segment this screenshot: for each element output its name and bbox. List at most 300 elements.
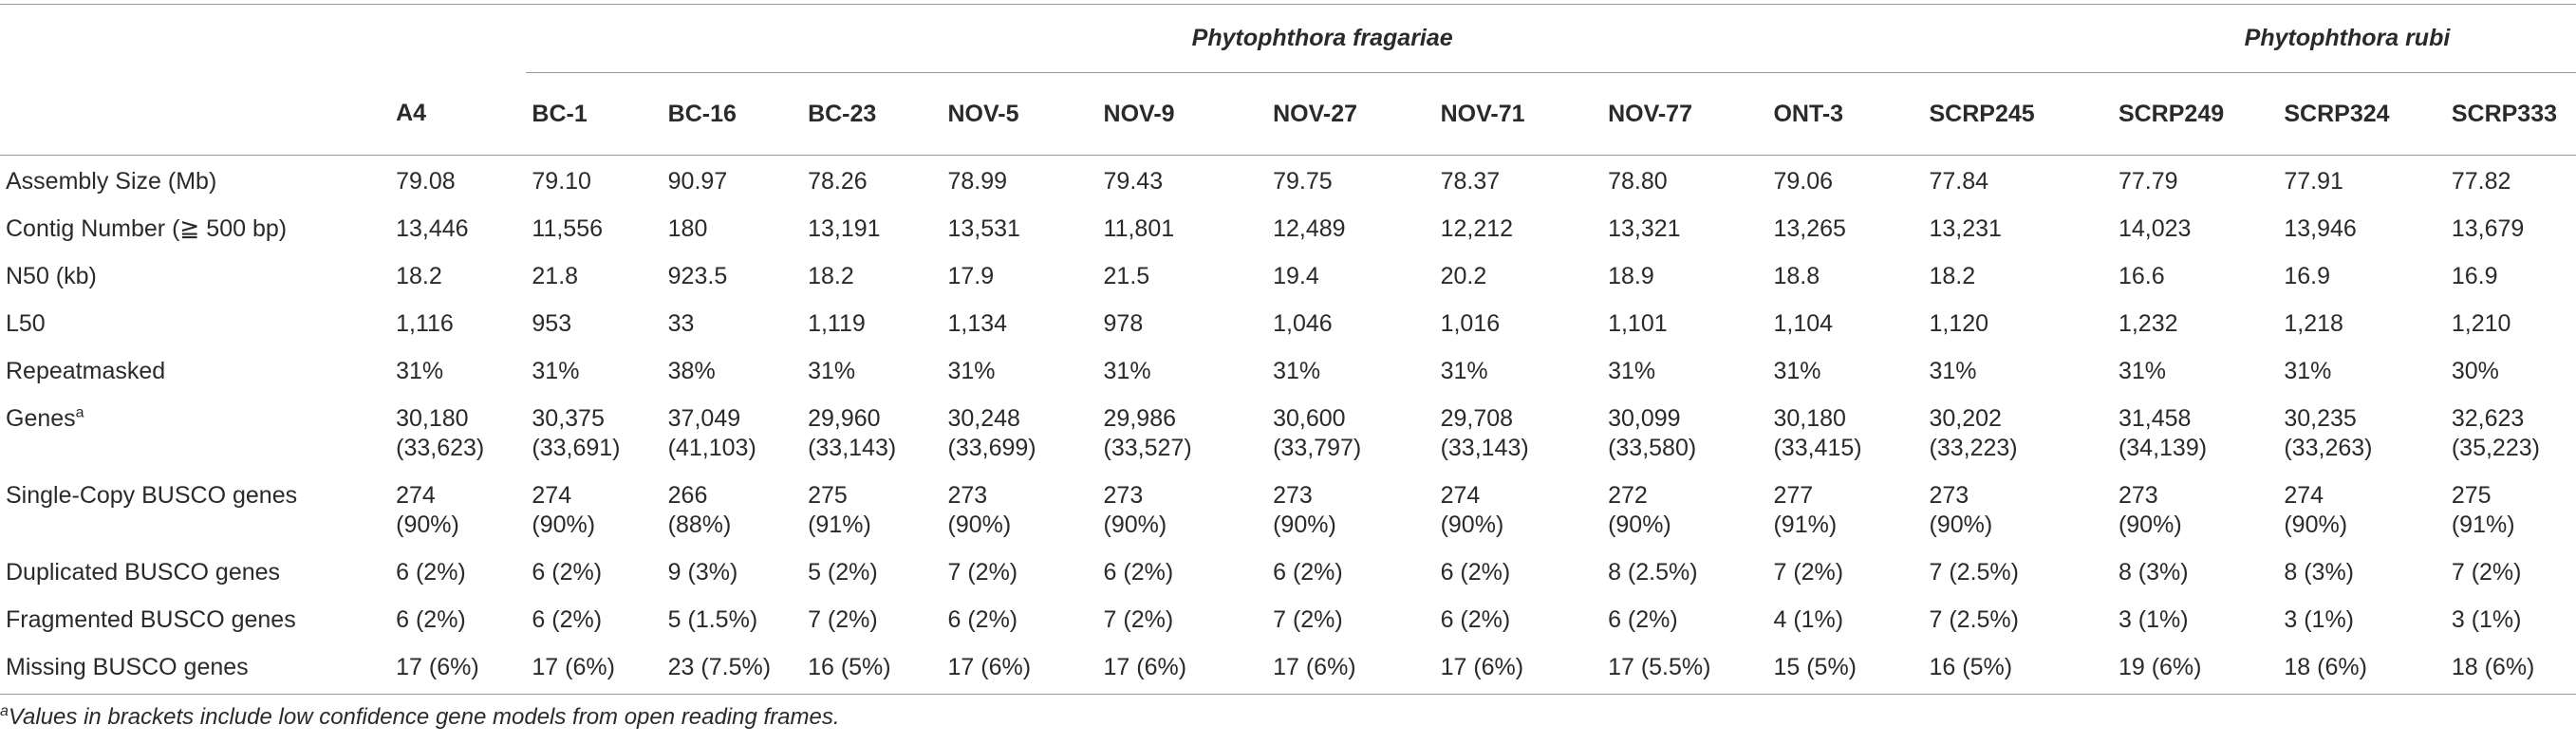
table-cell [526, 548, 662, 595]
cell-value: 6 (2%) [396, 559, 466, 586]
cell-value: 77.79 [2118, 168, 2178, 195]
column-header: NOV-71 [1435, 73, 1602, 156]
table-row [0, 346, 2576, 394]
column-header: BC-16 [663, 73, 802, 156]
cell-value: 18 (6%) [2451, 654, 2535, 680]
table-cell [1767, 471, 1923, 548]
table-cell [1924, 346, 2113, 394]
cell-value: 79.08 [396, 168, 456, 195]
row-label-text: Fragmented BUSCO genes [6, 606, 296, 633]
cell-secondary-value: (90%) [1608, 512, 1671, 538]
cell-value: 16.9 [2451, 263, 2498, 289]
cell-value: 9 (3%) [667, 559, 738, 586]
species-header-rubi: Phytophthora rubi [2113, 4, 2576, 73]
column-header: SCRP333 [2446, 73, 2576, 156]
cell-secondary-value: (90%) [1273, 512, 1336, 538]
cell-secondary-value: (90%) [532, 512, 596, 538]
cell-value: 1,116 [396, 310, 454, 337]
cell-value: 1,101 [1608, 310, 1668, 337]
cell-value: 7 (2%) [1273, 606, 1343, 633]
cell-value: 79.75 [1273, 168, 1333, 195]
table-cell [1098, 471, 1268, 548]
table-cell [1767, 299, 1923, 346]
row-label-text: Missing BUSCO genes [6, 654, 249, 680]
cell-value: 17 (5.5%) [1608, 654, 1711, 680]
cell-value: 6 (2%) [1103, 559, 1174, 586]
cell-secondary-value: (90%) [2284, 512, 2348, 538]
table-cell [2446, 346, 2576, 394]
table-cell [663, 394, 802, 471]
table-body [0, 156, 2576, 695]
table-cell [943, 299, 1098, 346]
footnote-text: Values in brackets include low confidence gene models from open reading frames. [8, 704, 840, 730]
column-header: SCRP324 [2278, 73, 2445, 156]
cell-value: 8 (2.5%) [1608, 559, 1698, 586]
cell-value: 6 (2%) [532, 559, 603, 586]
table-cell [663, 156, 802, 205]
cell-secondary-value: (90%) [1929, 512, 1993, 538]
table-cell [2113, 204, 2278, 251]
table-cell [1602, 204, 1767, 251]
table-cell [943, 204, 1098, 251]
table-cell [2446, 642, 2576, 695]
row-label [0, 204, 390, 251]
cell-value: 30,235 [2284, 405, 2357, 432]
cell-value: 31,458 [2118, 405, 2192, 432]
table-cell [526, 346, 662, 394]
cell-value: 7 (2%) [2451, 559, 2522, 586]
cell-value: 3 (1%) [2118, 606, 2189, 633]
cell-value: 6 (2%) [532, 606, 603, 633]
table-cell [2446, 299, 2576, 346]
cell-value: 277 [1773, 482, 1814, 509]
cell-value: 180 [667, 215, 708, 242]
table-cell [1098, 299, 1268, 346]
row-label [0, 346, 390, 394]
row-label [0, 595, 390, 642]
cell-value: 13,321 [1608, 215, 1681, 242]
row-label-text: Contig Number (≧ 500 bp) [6, 215, 288, 242]
cell-value: 1,119 [808, 310, 866, 337]
row-label [0, 394, 390, 471]
cell-value: 978 [1103, 310, 1144, 337]
table-cell [1767, 204, 1923, 251]
table-cell [526, 595, 662, 642]
table-cell [1767, 595, 1923, 642]
table-cell [526, 299, 662, 346]
table-cell [663, 299, 802, 346]
table-cell [2113, 471, 2278, 548]
cell-value: 90.97 [667, 168, 728, 195]
row-label [0, 251, 390, 299]
cell-value: 77.91 [2284, 168, 2343, 195]
table-cell [2113, 595, 2278, 642]
table-cell [526, 204, 662, 251]
cell-value: 8 (3%) [2284, 559, 2354, 586]
cell-secondary-value: (33,143) [1440, 435, 1529, 461]
cell-value: 79.43 [1103, 168, 1164, 195]
table-cell [1267, 346, 1434, 394]
cell-value: 272 [1608, 482, 1648, 509]
cell-value: 273 [1103, 482, 1144, 509]
table-cell [1435, 156, 1602, 205]
table-cell [390, 251, 526, 299]
cell-value: 13,191 [808, 215, 881, 242]
table-cell [2278, 642, 2445, 695]
cell-value: 30,202 [1929, 405, 2002, 432]
cell-value: 30,099 [1608, 405, 1681, 432]
cell-value: 1,120 [1929, 310, 1989, 337]
cell-value: 5 (1.5%) [667, 606, 758, 633]
column-header: A4 [390, 73, 526, 156]
species-header-fragariae: Phytophthora fragariae [526, 4, 2113, 73]
table-cell [1924, 548, 2113, 595]
table-cell [2446, 156, 2576, 205]
row-label [0, 642, 390, 695]
table-cell [2113, 156, 2278, 205]
cell-value: 23 (7.5%) [667, 654, 772, 680]
cell-value: 13,679 [2451, 215, 2525, 242]
table-cell [2278, 156, 2445, 205]
table-cell [1098, 548, 1268, 595]
table-cell [1767, 156, 1923, 205]
cell-value: 273 [1273, 482, 1313, 509]
cell-value: 6 (2%) [1440, 606, 1511, 633]
table-cell [802, 251, 942, 299]
cell-secondary-value: (33,691) [532, 435, 621, 461]
cell-value: 30,600 [1273, 405, 1346, 432]
cell-value: 21.8 [532, 263, 579, 289]
cell-value: 273 [2118, 482, 2158, 509]
table-cell [1924, 251, 2113, 299]
table-cell [1435, 346, 1602, 394]
row-label-text: N50 (kb) [6, 263, 97, 289]
cell-value: 8 (3%) [2118, 559, 2189, 586]
table-cell [1098, 204, 1268, 251]
cell-value: 77.84 [1929, 168, 1989, 195]
row-label-text: Assembly Size (Mb) [6, 168, 217, 195]
column-header: NOV-5 [943, 73, 1098, 156]
empty-header-cell [390, 4, 526, 73]
cell-secondary-value: (91%) [808, 512, 871, 538]
table-cell [663, 595, 802, 642]
footnote-marker: a [0, 703, 9, 719]
table-cell [2278, 595, 2445, 642]
cell-value: 7 (2%) [1773, 559, 1844, 586]
cell-value: 30,180 [396, 405, 469, 432]
cell-value: 79.10 [532, 168, 591, 195]
table-cell [2278, 299, 2445, 346]
table-cell [1924, 204, 2113, 251]
cell-secondary-value: (33,527) [1103, 435, 1192, 461]
cell-value: 13,946 [2284, 215, 2357, 242]
table-cell [390, 346, 526, 394]
cell-value: 1,218 [2284, 310, 2343, 337]
cell-value: 7 (2%) [808, 606, 878, 633]
column-header: NOV-9 [1098, 73, 1268, 156]
table-cell [1924, 156, 2113, 205]
cell-secondary-value: (33,415) [1773, 435, 1862, 461]
table-cell [1767, 394, 1923, 471]
table-cell [2446, 204, 2576, 251]
species-header-row [0, 4, 2576, 73]
cell-value: 1,104 [1773, 310, 1834, 337]
table-cell [943, 394, 1098, 471]
table-cell [390, 156, 526, 205]
table-cell [943, 156, 1098, 205]
table-cell [802, 346, 942, 394]
table-cell [943, 251, 1098, 299]
cell-value: 31% [1103, 358, 1151, 384]
cell-value: 31% [808, 358, 856, 384]
table-cell [1435, 299, 1602, 346]
table-cell [1602, 471, 1767, 548]
cell-value: 274 [2284, 482, 2324, 509]
cell-value: 17 (6%) [396, 654, 479, 680]
cell-value: 16.6 [2118, 263, 2165, 289]
footnote [0, 704, 840, 731]
cell-secondary-value: (88%) [667, 512, 732, 538]
column-header-row [0, 73, 2576, 156]
cell-value: 273 [1929, 482, 1969, 509]
table-cell [1267, 471, 1434, 548]
table-row [0, 394, 2576, 471]
cell-value: 30,248 [947, 405, 1020, 432]
table-cell [1098, 346, 1268, 394]
cell-value: 274 [396, 482, 436, 509]
table-row [0, 642, 2576, 695]
cell-value: 953 [532, 310, 572, 337]
table-cell [802, 548, 942, 595]
table-cell [663, 471, 802, 548]
cell-value: 17 (6%) [947, 654, 1032, 680]
row-label [0, 299, 390, 346]
table-cell [2113, 251, 2278, 299]
row-label-text: Duplicated BUSCO genes [6, 559, 281, 586]
table-cell [526, 394, 662, 471]
cell-secondary-value: (91%) [2451, 512, 2515, 538]
table-cell [2278, 251, 2445, 299]
cell-value: 31% [947, 358, 996, 384]
cell-secondary-value: (33,699) [947, 435, 1036, 461]
table-cell [1602, 156, 1767, 205]
cell-value: 6 (2%) [1273, 559, 1343, 586]
row-label-footnote-marker: a [75, 404, 84, 421]
cell-secondary-value: (33,623) [396, 435, 485, 461]
table-cell [1602, 642, 1767, 695]
table-cell [526, 471, 662, 548]
cell-value: 266 [667, 482, 708, 509]
cell-value: 17 (6%) [1103, 654, 1187, 680]
table-cell [802, 204, 942, 251]
cell-value: 17.9 [947, 263, 995, 289]
cell-value: 18.9 [1608, 263, 1654, 289]
table-cell [802, 394, 942, 471]
table-cell [526, 251, 662, 299]
table-cell [1924, 394, 2113, 471]
table-cell [663, 204, 802, 251]
cell-value: 12,489 [1273, 215, 1346, 242]
cell-secondary-value: (33,797) [1273, 435, 1362, 461]
cell-value: 29,986 [1103, 405, 1176, 432]
cell-value: 78.26 [808, 168, 868, 195]
cell-value: 13,265 [1773, 215, 1846, 242]
cell-value: 923.5 [667, 263, 728, 289]
table-cell [390, 471, 526, 548]
cell-value: 18 (6%) [2284, 654, 2367, 680]
column-header: NOV-77 [1602, 73, 1767, 156]
cell-value: 4 (1%) [1773, 606, 1844, 633]
table-cell [1767, 346, 1923, 394]
table-cell [943, 595, 1098, 642]
column-header: BC-1 [526, 73, 662, 156]
table-cell [390, 299, 526, 346]
cell-value: 3 (1%) [2284, 606, 2354, 633]
cell-value: 30% [2451, 358, 2499, 384]
table-cell [1267, 251, 1434, 299]
table-cell [1267, 156, 1434, 205]
cell-value: 31% [1440, 358, 1488, 384]
cell-value: 7 (2.5%) [1929, 606, 2019, 633]
cell-value: 32,623 [2451, 405, 2525, 432]
table-row [0, 548, 2576, 595]
cell-secondary-value: (90%) [1103, 512, 1167, 538]
cell-value: 16 (5%) [808, 654, 891, 680]
table-cell [1435, 642, 1602, 695]
cell-value: 7 (2%) [947, 559, 1018, 586]
cell-value: 16 (5%) [1929, 654, 2013, 680]
table-cell [2446, 548, 2576, 595]
table-cell [1767, 251, 1923, 299]
cell-value: 3 (1%) [2451, 606, 2522, 633]
cell-value: 18.2 [808, 263, 854, 289]
table-cell [2113, 394, 2278, 471]
cell-value: 7 (2.5%) [1929, 559, 2019, 586]
cell-value: 31% [532, 358, 580, 384]
table-cell [1098, 156, 1268, 205]
table-cell [1435, 394, 1602, 471]
row-label-text: Repeatmasked [6, 358, 166, 384]
cell-value: 18.2 [1929, 263, 1976, 289]
table-cell [526, 642, 662, 695]
cell-value: 78.99 [947, 168, 1008, 195]
table-cell [802, 642, 942, 695]
cell-value: 1,210 [2451, 310, 2511, 337]
cell-secondary-value: (91%) [1773, 512, 1838, 538]
table-cell [390, 642, 526, 695]
cell-value: 33 [667, 310, 695, 337]
cell-value: 31% [396, 358, 444, 384]
table-cell [2278, 394, 2445, 471]
table-cell [1602, 548, 1767, 595]
cell-value: 79.06 [1773, 168, 1834, 195]
cell-value: 7 (2%) [1103, 606, 1174, 633]
column-header: BC-23 [802, 73, 942, 156]
cell-value: 1,134 [947, 310, 1008, 337]
cell-value: 6 (2%) [396, 606, 466, 633]
column-header: NOV-27 [1267, 73, 1434, 156]
cell-value: 6 (2%) [1440, 559, 1511, 586]
table-cell [1602, 595, 1767, 642]
column-header: SCRP249 [2113, 73, 2278, 156]
cell-value: 78.80 [1608, 168, 1668, 195]
table-cell [1602, 251, 1767, 299]
cell-value: 17 (6%) [532, 654, 615, 680]
table-cell [1435, 595, 1602, 642]
cell-secondary-value: (90%) [2118, 512, 2182, 538]
table-cell [663, 346, 802, 394]
cell-value: 31% [2284, 358, 2332, 384]
cell-value: 5 (2%) [808, 559, 878, 586]
table-cell [526, 156, 662, 205]
table-cell [663, 642, 802, 695]
cell-value: 275 [2451, 482, 2492, 509]
cell-value: 19 (6%) [2118, 654, 2202, 680]
cell-value: 1,232 [2118, 310, 2178, 337]
cell-secondary-value: (41,103) [667, 435, 756, 461]
table-cell [1435, 548, 1602, 595]
table-cell [663, 548, 802, 595]
table-cell [1098, 251, 1268, 299]
cell-value: 13,231 [1929, 215, 2002, 242]
table-cell [1267, 394, 1434, 471]
table-cell [943, 346, 1098, 394]
cell-value: 11,556 [532, 215, 603, 242]
table-cell [2278, 471, 2445, 548]
cell-value: 31% [1608, 358, 1656, 384]
table-cell [1602, 394, 1767, 471]
row-label [0, 156, 390, 205]
cell-value: 1,016 [1440, 310, 1501, 337]
table-cell [2278, 204, 2445, 251]
column-header: SCRP245 [1924, 73, 2113, 156]
table-cell [1267, 642, 1434, 695]
cell-value: 29,708 [1440, 405, 1514, 432]
cell-value: 31% [2118, 358, 2166, 384]
cell-value: 17 (6%) [1440, 654, 1524, 680]
table-cell [2278, 346, 2445, 394]
cell-value: 274 [1440, 482, 1481, 509]
table-row [0, 156, 2576, 205]
table-cell [390, 204, 526, 251]
cell-value: 21.5 [1103, 263, 1150, 289]
table-row [0, 299, 2576, 346]
table-cell [1098, 394, 1268, 471]
table-cell [802, 299, 942, 346]
cell-secondary-value: (33,143) [808, 435, 897, 461]
table-cell [1098, 595, 1268, 642]
table-cell [1267, 299, 1434, 346]
table-row [0, 251, 2576, 299]
table-cell [390, 394, 526, 471]
table-cell [1098, 642, 1268, 695]
row-label-text: L50 [6, 310, 46, 337]
cell-value: 18.8 [1773, 263, 1820, 289]
cell-secondary-value: (33,263) [2284, 435, 2373, 461]
cell-value: 15 (5%) [1773, 654, 1857, 680]
cell-value: 31% [1929, 358, 1977, 384]
cell-value: 17 (6%) [1273, 654, 1356, 680]
table-row [0, 595, 2576, 642]
cell-value: 30,180 [1773, 405, 1846, 432]
table-cell [943, 471, 1098, 548]
table-cell [943, 642, 1098, 695]
table-cell [802, 595, 942, 642]
row-label-text: Genes [6, 405, 76, 432]
column-header: ONT-3 [1767, 73, 1923, 156]
genome-assembly-table [0, 4, 2576, 695]
table-cell [802, 471, 942, 548]
